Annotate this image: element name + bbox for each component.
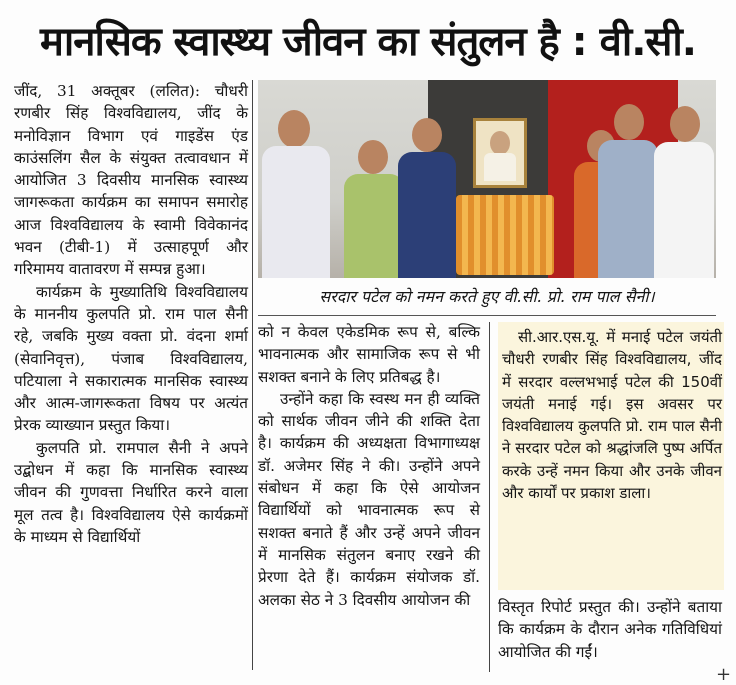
highlight-box (498, 322, 724, 590)
photo-table (456, 195, 554, 275)
article-paragraph: को न केवल एकेडमिक रूप से, बल्कि भावनात्मक और सामाजिक रूप से भी सशक्त बनाने के लिए प्रतिबद्ध है। (258, 323, 480, 386)
photo-caption: सरदार पटेल को नमन करते हुए वी.सी. प्रो. राम पाल सैनी। (258, 281, 716, 316)
article-paragraph: जींद, 31 अक्तूबर (ललित): चौधरी रणबीर सिंह विश्वविद्यालय, जींद के मनोविज्ञान विभाग एवं गाइडेंस एंड काउंसलिंग सैल के संयुक्त तत्वावधान में आयोजित 3 दिवसीय मानसिक स्वास्थ्य जागरूकता कार्यक्रम का समापन समारोह आज विश्वविद्यालय के स्वामी विवेकानंद भवन (टीबी-1) में उत्साहपूर्ण और गरिमामय वातावरण में सम्पन्न हुआ। (14, 82, 248, 279)
article-column-1 (14, 80, 248, 548)
article-column-3 (498, 596, 722, 663)
article-paragraph: विस्तृत रिपोर्ट प्रस्तुत की। उन्होंने बताया कि कार्यक्रम के दौरान अनेक गतिविधियां आयोजित की गईं। (498, 598, 722, 661)
column-rule (252, 80, 253, 670)
news-photo (258, 80, 716, 278)
person-figure (652, 104, 716, 278)
person-figure (260, 108, 332, 278)
portrait-frame (473, 118, 527, 188)
article-column-2 (258, 321, 480, 611)
highlight-text: सी.आर.एस.यू. में मनाई पटेल जयंती चौधरी रणबीर सिंह विश्वविद्यालय, जींद में सरदार वल्लभभाई पटेल की 150वीं जयंती मनाई गई। इस अवसर पर विश्वविद्यालय कुलपति प्रो. राम पाल सैनी ने सरदार पटेल को श्रद्धांजलि पुष्प अर्पित करके उन्हें नमन किया और उनके जीवन और कार्यों पर प्रकाश डाला। (502, 328, 722, 503)
headline: मानसिक स्वास्थ्य जीवन का संतुलन है : वी.सी. (40, 19, 696, 65)
person-figure (596, 102, 660, 278)
article-paragraph: कुलपति प्रो. रामपाल सैनी ने अपने उद्बोधन में कहा कि मानसिक स्वास्थ्य जीवन की गुणवत्ता निर्धारित करने वाला मूल तत्व है। विश्वविद्यालय ऐसे कार्यक्रमों के माध्यम से विद्यार्थियों (14, 438, 248, 546)
column-rule (489, 322, 490, 672)
person-figure (396, 116, 458, 278)
article-paragraph: उन्होंने कहा कि स्वस्थ मन ही व्यक्ति को सार्थक जीवन जीने की शक्ति देता है। कार्यक्रम की अध्यक्षता विभागाध्यक्ष डॉ. अजेमर सिंह ने की। उन्होंने अपने संबोधन में कहा कि ऐसे आयोजन विद्यार्थियों को भावनात्मक रूप से सशक्त बनाते हैं और उन्हें अपने जीवन में मानसिक संतुलन बनाए रखने की प्रेरणा देते हैं। कार्यक्रम संयोजक डॉ. अलका सेठ ने 3 दिवसीय आयोजन की (258, 389, 480, 609)
end-mark-icon: + (716, 664, 732, 685)
article-paragraph: कार्यक्रम के मुख्यातिथि विश्वविद्यालय के माननीय कुलपति प्रो. राम पाल सैनी रहे, जबकि मुख्य वक्ता प्रो. वंदना शर्मा (सेवानिवृत्त), पंजाब विश्वविद्यालय, पटियाला ने सकारात्मक मानसिक स्वास्थ्य और आत्म-जागरूकता विषय पर अत्यंत प्रेरक व्याख्यान प्रस्तुत किया। (14, 282, 248, 435)
